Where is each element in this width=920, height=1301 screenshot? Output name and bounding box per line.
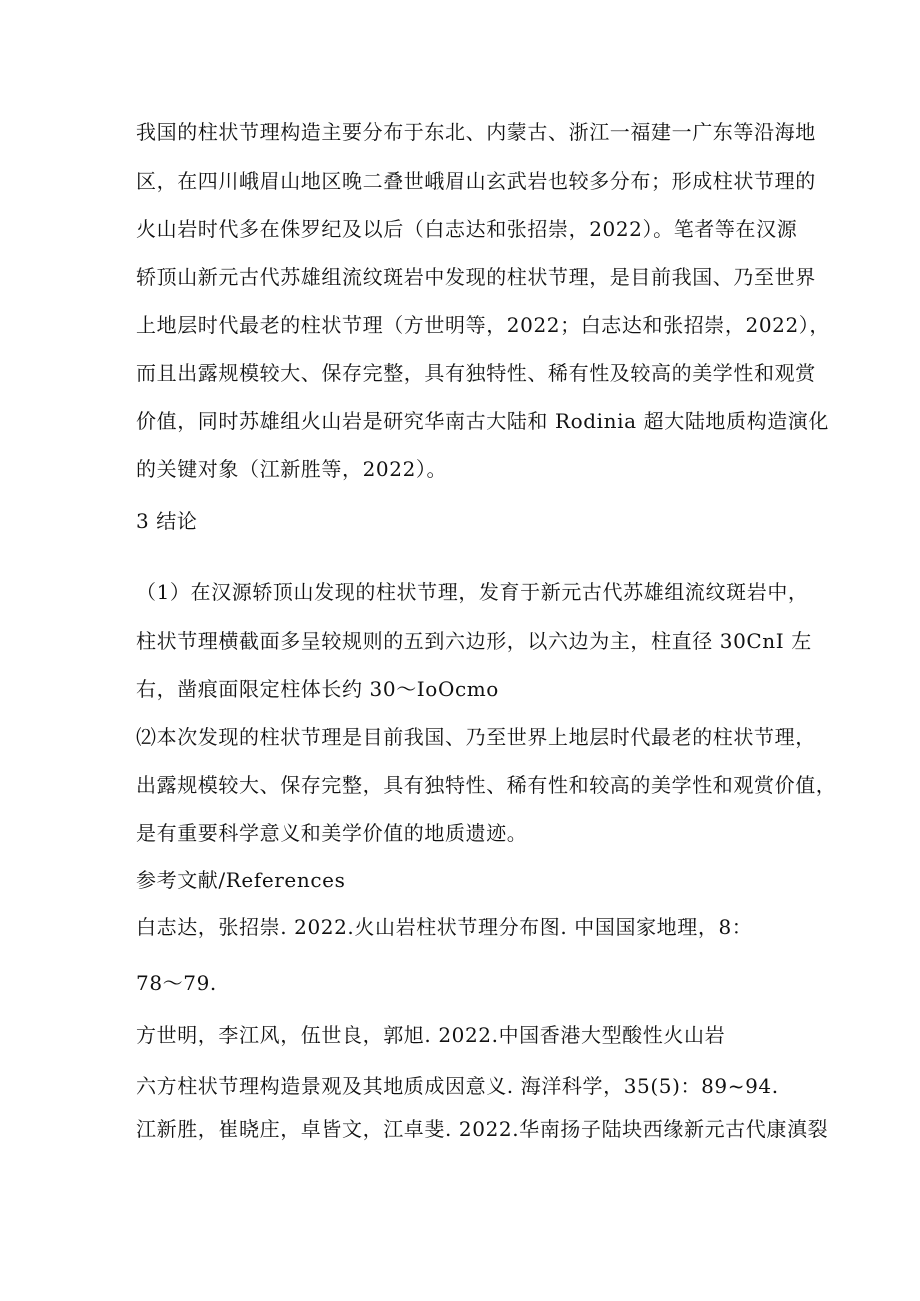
paragraph-line: 的关键对象（江新胜等，2022）。 — [136, 457, 448, 481]
paragraph-line: 上地层时代最老的柱状节理（方世明等，2022；白志达和张招崇，2022）， — [136, 313, 830, 337]
paragraph-line: 火山岩时代多在侏罗纪及以后（白志达和张招崇，2022）。笔者等在汉源 — [136, 217, 798, 241]
reference-line: 六方柱状节理构造景观及其地质成因意义. 海洋科学，35(5)：89~94. — [136, 1074, 779, 1098]
paragraph-line: 轿顶山新元古代苏雄组流纹斑岩中发现的柱状节理，是目前我国、乃至世界 — [136, 265, 816, 289]
conclusion-line: （1）在汉源轿顶山发现的柱状节理，发育于新元古代苏雄组流纹斑岩中， — [136, 580, 809, 604]
conclusion-line: 出露规模较大、保存完整，具有独特性、稀有性和较高的美学性和观赏价值， — [136, 773, 837, 797]
conclusion-line: 柱状节理横截面多呈较规则的五到六边形，以六边为主，柱直径 30CnI 左 — [136, 629, 812, 653]
reference-line: 白志达，张招崇. 2022.火山岩柱状节理分布图. 中国国家地理，8： — [136, 915, 753, 939]
paragraph-line: 我国的柱状节理构造主要分布于东北、内蒙古、浙江一福建一广东等沿海地 — [136, 120, 816, 144]
conclusion-line: 是有重要科学意义和美学价值的地质遗迹。 — [136, 821, 528, 845]
paragraph-line: 而且出露规模较大、保存完整，具有独特性、稀有性及较高的美学性和观赏 — [136, 361, 816, 385]
paragraph-line: 价值，同时苏雄组火山岩是研究华南古大陆和 Rodinia 超大陆地质构造演化 — [136, 409, 830, 433]
conclusion-line: ⑵本次发现的柱状节理是目前我国、乃至世界上地层时代最老的柱状节理， — [136, 725, 816, 749]
reference-line: 方世明，李江风，伍世良，郭旭. 2022.中国香港大型酸性火山岩 — [136, 1023, 726, 1047]
references-heading: 参考文献/References — [136, 868, 346, 892]
reference-line: 江新胜，崔晓庄，卓皆文，江卓斐. 2022.华南扬子陆块西缘新元古代康滇裂 — [136, 1117, 829, 1141]
paragraph-line: 区，在四川峨眉山地区晚二叠世峨眉山玄武岩也较多分布；形成柱状节理的 — [136, 169, 816, 193]
conclusion-line: 右，凿痕面限定柱体长约 30～IoOcmo — [136, 677, 499, 701]
section-heading: 3 结论 — [136, 509, 198, 533]
reference-line: 78～79. — [136, 971, 217, 995]
